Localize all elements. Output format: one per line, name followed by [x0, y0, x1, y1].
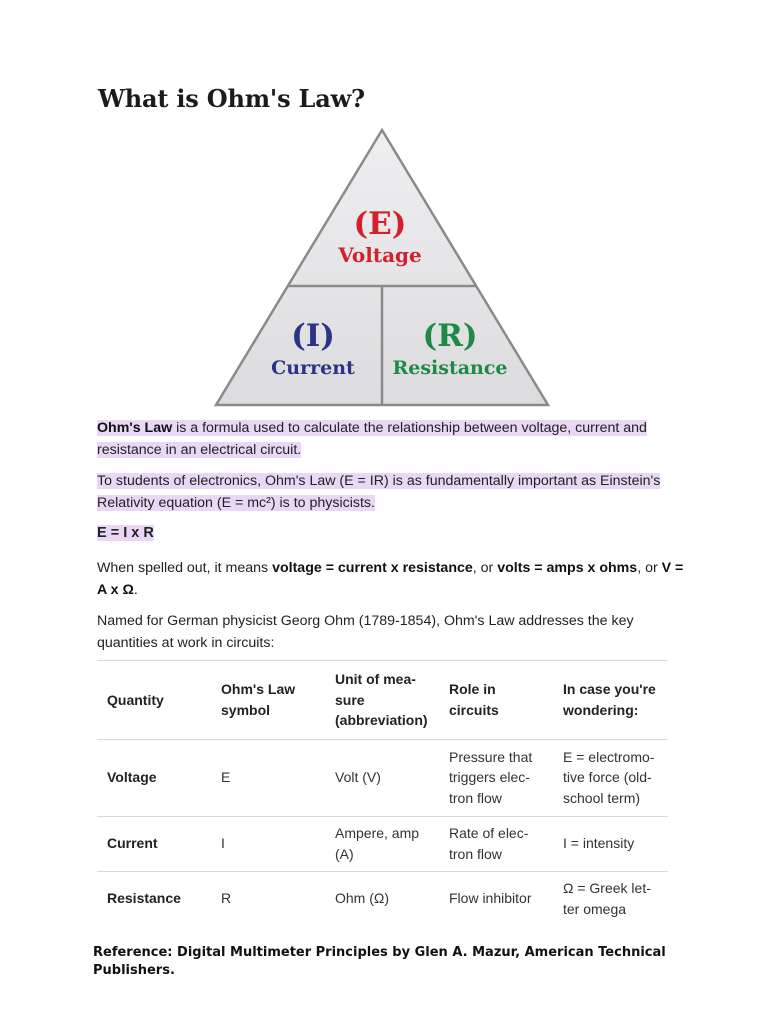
quantity-cell: Voltage	[97, 739, 211, 816]
role-cell: Pressure that triggers elec-tron flow	[439, 739, 553, 816]
named-for-paragraph: Named for German physicist Georg Ohm (1789-1854), Ohm's Law addresses the key quantities at work in circuits:	[97, 613, 634, 651]
spelled-out-voltage: voltage = current x resistance	[272, 560, 473, 576]
role-cell: Flow inhibitor	[449, 890, 532, 907]
unit-cell: Ampere, amp (A)	[325, 816, 439, 871]
ohms-law-triangle-diagram	[210, 126, 556, 410]
spelled-out-or-2: , or	[637, 560, 662, 576]
role-cell: Rate of elec-tron flow	[439, 816, 553, 871]
spelled-out-text: When spelled out, it means	[97, 560, 273, 576]
page-title: What is Ohm's Law?	[98, 84, 365, 113]
table-row	[97, 739, 668, 816]
header-unit: Unit of mea-sure (abbreviation)	[325, 661, 439, 740]
quantity-cell: Resistance	[107, 890, 181, 907]
quantity-cell: Current	[97, 816, 211, 871]
spelled-out-period: .	[133, 581, 138, 598]
spelled-out-paragraph	[97, 558, 687, 601]
table-row	[97, 871, 668, 926]
in-case-cell: Ω = Greek let-ter omega	[563, 880, 651, 917]
formula	[97, 525, 154, 541]
quantities-table	[97, 660, 668, 926]
current-symbol: (I)	[291, 318, 335, 354]
definition-paragraph	[97, 418, 687, 461]
voltage-symbol: (E)	[353, 206, 407, 242]
unit-cell: Ohm (Ω)	[335, 890, 390, 907]
reference-note: Reference: Digital Multimeter Principles by Glen A. Mazur, American Technical Publishers.	[93, 945, 666, 978]
header-in-case: In case you're wondering:	[553, 661, 668, 740]
spelled-out-or-1: , or	[472, 560, 498, 576]
header-role: Role in circuits	[439, 661, 553, 740]
in-case-cell: E = electromo-tive force (old-school term)	[553, 739, 668, 816]
header-quantity: Quantity	[97, 661, 211, 740]
symbol-cell: R	[221, 890, 232, 907]
symbol-cell: I	[211, 816, 325, 871]
importance-text: To students of electronics, Ohm's Law (E = IR) is as fundamentally important as Einstein's Relativity equation (E = mc²) is to physicists.	[97, 473, 661, 511]
unit-cell: Volt (V)	[325, 739, 439, 816]
resistance-symbol: (R)	[422, 318, 478, 354]
ohms-law-term: Ohm's Law	[97, 420, 173, 436]
current-label: Current	[271, 357, 355, 379]
importance-paragraph	[97, 471, 687, 514]
table-header-row	[97, 661, 668, 740]
header-symbol: Ohm's Law symbol	[211, 661, 325, 740]
definition-text: is a formula used to calculate the relationship between voltage, current and resistance in an electrical circuit.	[97, 420, 647, 458]
spelled-out-v: V = A x Ω	[97, 560, 684, 598]
formula-text: E = I x R	[97, 525, 154, 541]
in-case-cell: I = intensity	[553, 816, 668, 871]
spelled-out-volts: volts = amps x ohms	[497, 560, 638, 576]
table-row	[97, 816, 668, 871]
resistance-label: Resistance	[392, 357, 508, 379]
voltage-label: Voltage	[338, 243, 422, 267]
symbol-cell: E	[211, 739, 325, 816]
